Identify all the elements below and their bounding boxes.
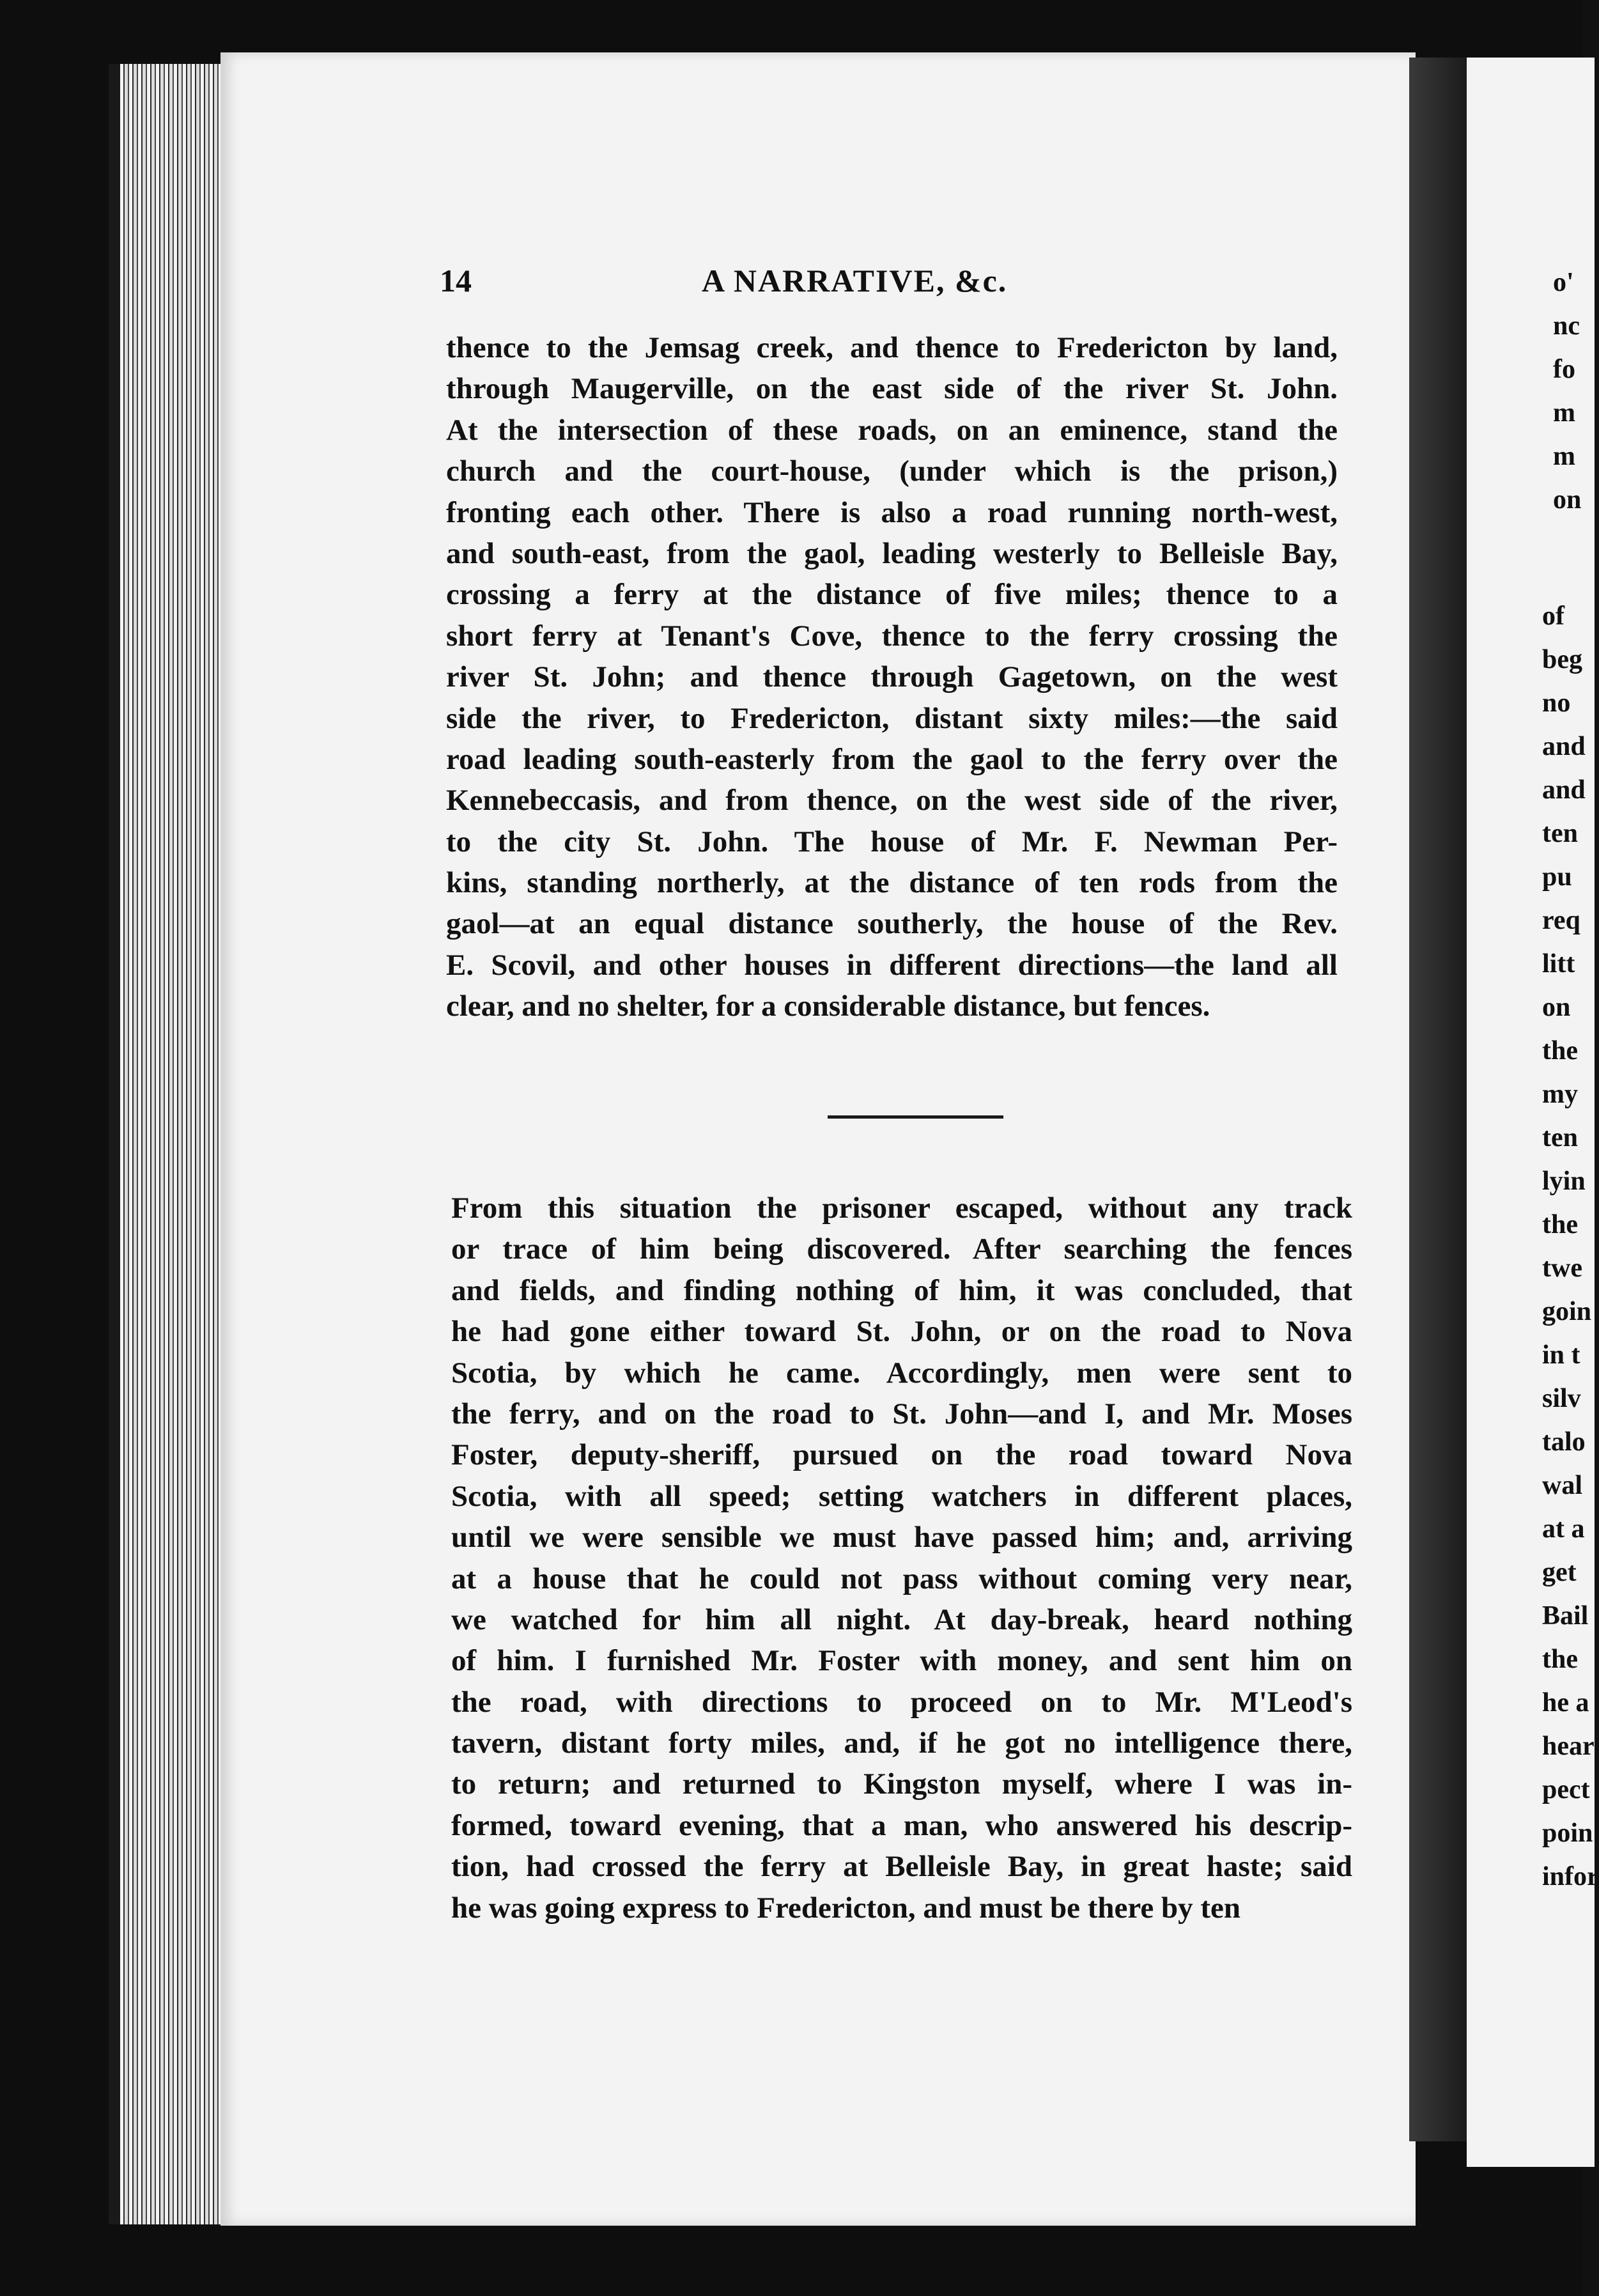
text-line: kins, standing northerly, at the distance of ten rods from the [446, 866, 1338, 900]
fragment-line: beg [1542, 645, 1582, 674]
fragment-line: and [1542, 775, 1586, 805]
text-line: and south-east, from the gaol, leading westerly to Belleisle Bay, [446, 536, 1338, 570]
fragment-line: o' [1553, 268, 1574, 297]
fragment-line: wal [1542, 1471, 1582, 1500]
fragment-line: the [1542, 1645, 1578, 1674]
text-line: through Maugerville, on the east side of the river St. John. [446, 372, 1338, 406]
fragment-line: and [1542, 732, 1586, 761]
fragment-line: m [1553, 442, 1575, 471]
fragment-line: ten [1542, 819, 1578, 848]
page-number: 14 [440, 263, 472, 299]
text-line: and fields, and finding nothing of him, it was concluded, that [451, 1273, 1352, 1307]
fragment-line: poin [1542, 1819, 1593, 1848]
text-line: he was going express to Fredericton, and must be there by ten [451, 1891, 1241, 1925]
text-line: tion, had crossed the ferry at Belleisle Bay, in great haste; said [451, 1850, 1352, 1884]
fragment-line: twe [1542, 1253, 1582, 1283]
text-line: side the river, to Fredericton, distant sixty miles:—the said [446, 701, 1338, 735]
text-line: he had gone either toward St. John, or on the road to Nova [451, 1315, 1352, 1349]
text-line: the road, with directions to proceed on to Mr. M'Leod's [451, 1685, 1352, 1719]
text-line: to the city St. John. The house of Mr. F. Newman Per- [446, 825, 1338, 858]
fragment-line: on [1542, 993, 1571, 1022]
fragment-line: silv [1542, 1384, 1581, 1413]
fragment-line: infor [1542, 1862, 1599, 1891]
fragment-line: hear [1542, 1732, 1595, 1761]
text-line: crossing a ferry at the distance of five miles; thence to a [446, 578, 1338, 612]
fragment-line: he a [1542, 1688, 1589, 1718]
fragment-line: the [1542, 1210, 1578, 1239]
fragment-line: pect [1542, 1775, 1590, 1804]
text-line: at a house that he could not pass without coming very near, [451, 1562, 1352, 1595]
fragment-line: req [1542, 906, 1580, 935]
fragment-line: on [1553, 485, 1582, 515]
fragment-line: talo [1542, 1427, 1586, 1457]
text-line: to return; and returned to Kingston myself, where I was in- [451, 1767, 1352, 1801]
text-line: road leading south-easterly from the gaol to the ferry over the [446, 742, 1338, 776]
section-divider-rule [828, 1115, 1003, 1119]
text-line: thence to the Jemsag creek, and thence to Fredericton by land, [446, 331, 1338, 364]
fragment-line: lyin [1542, 1167, 1586, 1196]
fragment-line: ten [1542, 1123, 1578, 1152]
fragment-line: the [1542, 1036, 1578, 1066]
text-line: Foster, deputy-sheriff, pursued on the road toward Nova [451, 1438, 1352, 1472]
text-line: fronting each other. There is also a road running north-west, [446, 495, 1338, 529]
fragment-line: m [1553, 398, 1575, 428]
text-line: formed, toward evening, that a man, who answered his descrip- [451, 1808, 1352, 1842]
text-line: until we were sensible we must have passed him; and, arriving [451, 1521, 1352, 1555]
fragment-line: get [1542, 1558, 1577, 1587]
fragment-line: my [1542, 1080, 1578, 1109]
text-line: or trace of him being discovered. After searching the fences [451, 1232, 1352, 1266]
fragment-line: fo [1553, 355, 1575, 384]
text-line: Kennebeccasis, and from thence, on the west side of the river, [446, 784, 1338, 818]
text-line: of him. I furnished Mr. Foster with money, and sent him on [451, 1644, 1352, 1678]
paragraph-1 [446, 327, 1338, 1027]
fragment-line: Bail [1542, 1601, 1589, 1631]
page-header [440, 262, 1334, 307]
text-line: gaol—at an equal distance southerly, the house of the Rev. [446, 907, 1338, 941]
fragment-line: pu [1542, 862, 1572, 892]
running-title: A NARRATIVE, &c. [702, 263, 1008, 299]
fragment-line: in t [1542, 1340, 1580, 1370]
gutter-shadow [1409, 58, 1470, 2141]
fragment-line: no [1542, 688, 1571, 718]
text-line: river St. John; and thence through Gagetown, on the west [446, 660, 1338, 694]
text-line: we watched for him all night. At day-break, heard nothing [451, 1602, 1352, 1636]
text-line: the ferry, and on the road to St. John—and I, and Mr. Moses [451, 1397, 1352, 1431]
text-line: At the intersection of these roads, on an eminence, stand the [446, 413, 1338, 447]
fragment-line: of [1542, 601, 1564, 631]
paragraph-2 [451, 1188, 1352, 1928]
adjacent-page-fragment [1467, 58, 1599, 2167]
text-line: short ferry at Tenant's Cove, thence to the ferry crossing the [446, 619, 1338, 653]
text-line: tavern, distant forty miles, and, if he got no intelligence there, [451, 1726, 1352, 1760]
fragment-line: litt [1542, 949, 1575, 979]
text-line: From this situation the prisoner escaped, without any track [451, 1191, 1352, 1225]
text-line: clear, and no shelter, for a considerable distance, but fences. [446, 989, 1210, 1023]
text-line: Scotia, with all speed; setting watchers in different places, [451, 1479, 1352, 1513]
fragment-line: goin [1542, 1297, 1592, 1326]
text-line: Scotia, by which he came. Accordingly, men were sent to [451, 1356, 1352, 1390]
text-line: E. Scovil, and other houses in different directions—the land all [446, 948, 1338, 982]
fragment-line: nc [1553, 311, 1580, 341]
fragment-line: at a [1542, 1514, 1585, 1544]
text-line: church and the court-house, (under which is the prison,) [446, 454, 1338, 488]
